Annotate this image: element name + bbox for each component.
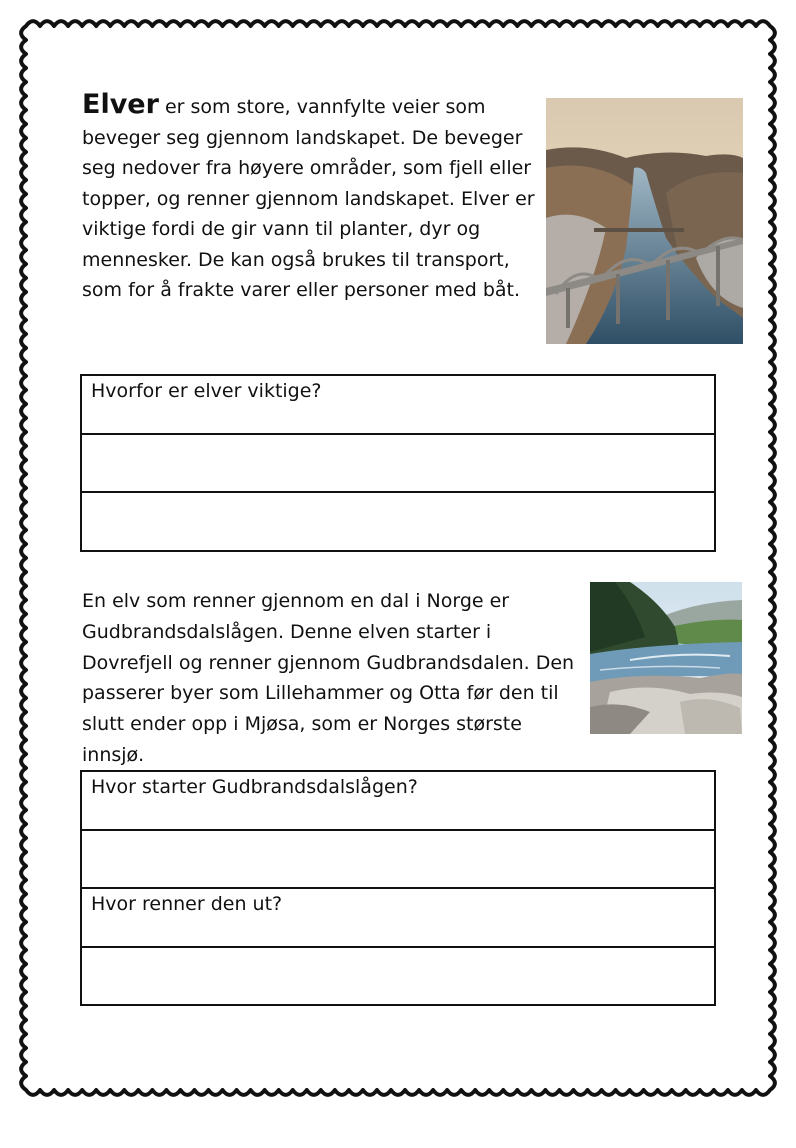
question-where-does-it-end: Hvor renner den ut? bbox=[82, 889, 714, 948]
question-table-gudbrandsdalslagen bbox=[80, 770, 716, 1006]
gudbrandsdalslagen-paragraph: En elv som renner gjennom en dal i Norge er Gudbrandsdalslågen. Denne elven starter i Dovrefjell og renner gjennom Gudbrandsdalen. Den passerer byer som Lillehammer og Otta før den til slutt ender opp i Mjøsa, som er Norges største innsjø. bbox=[82, 590, 575, 766]
intro-paragraph bbox=[82, 90, 537, 306]
answer-line[interactable] bbox=[82, 493, 714, 552]
question-table-why-rivers-important bbox=[80, 374, 716, 552]
mountain-river-photo bbox=[590, 582, 742, 734]
answer-line[interactable] bbox=[82, 831, 714, 890]
question-why-rivers-important: Hvorfor er elver viktige? bbox=[82, 376, 714, 435]
answer-line[interactable] bbox=[82, 948, 714, 1007]
answer-line[interactable] bbox=[82, 435, 714, 494]
question-where-does-it-start: Hvor starter Gudbrandsdalslågen? bbox=[82, 772, 714, 831]
intro-lead-word: Elver bbox=[82, 89, 159, 120]
intro-text: er som store, vannfylte veier som beveger seg gjennom landskapet. De beveger seg nedover fra høyere områder, som fjell eller topper, og renner gjennom landskapet. Elver er viktige fordi de gir vann til planter, dyr og mennesker. De kan også brukes til transport, som for å frakte varer eller personer med båt. bbox=[82, 96, 535, 301]
river-bridge-photo bbox=[546, 98, 743, 344]
